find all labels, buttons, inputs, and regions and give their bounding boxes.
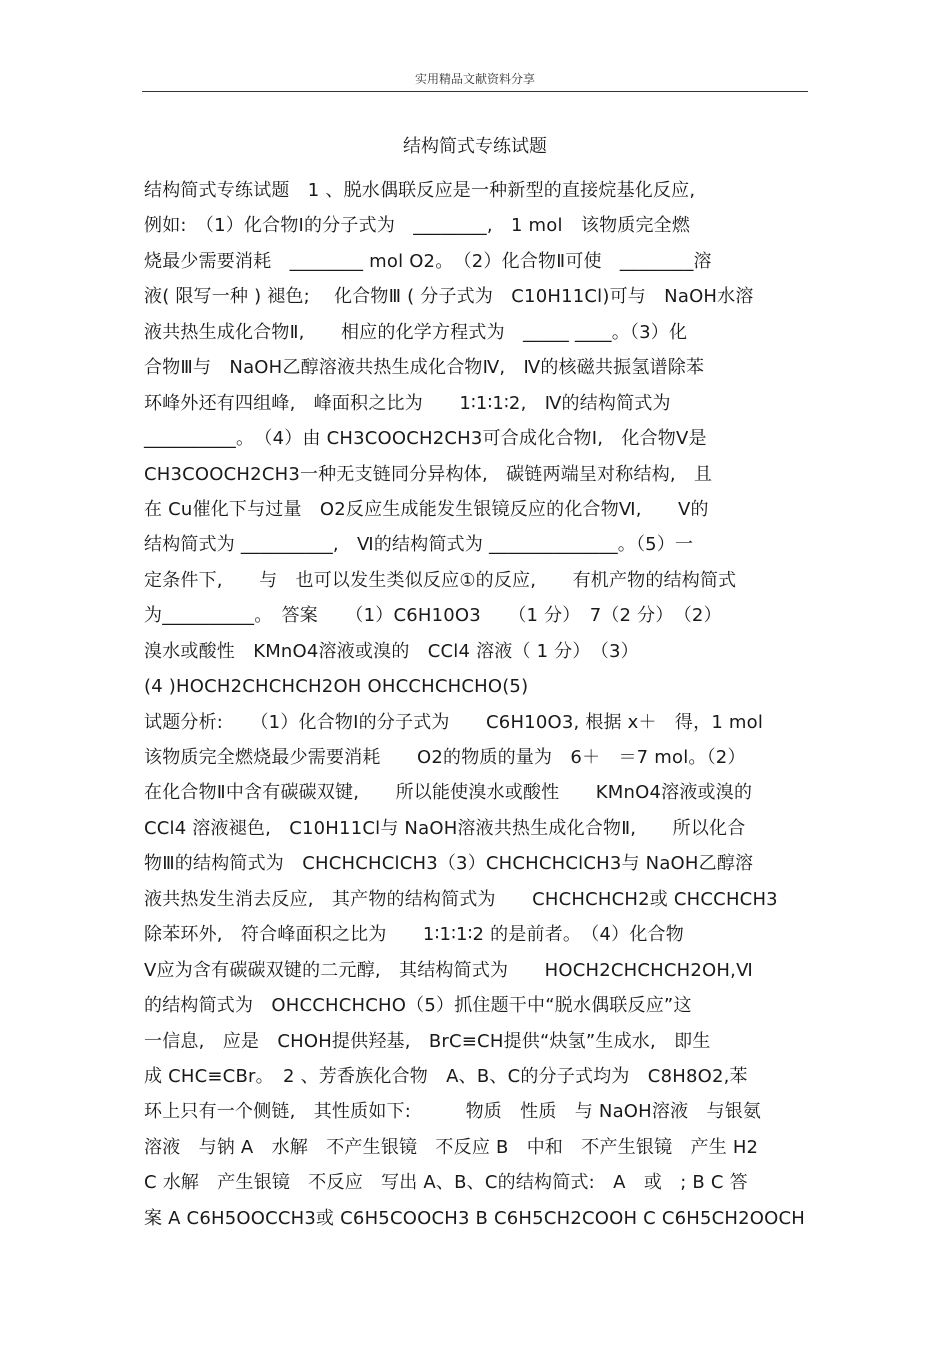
text-line: 在化合物Ⅱ中含有碳碳双键, 所以能使溴水或酸性 KMnO4溶液或溴的 — [144, 782, 753, 804]
text-line: __________。 （4）由 CH3COOCH2CH3可合成化合物Ⅰ, 化合物Ⅴ是 — [144, 428, 707, 450]
document-title: 结构简式专练试题 — [403, 136, 547, 157]
text-line: 液( 限写一种 ) 褪色; 化合物Ⅲ ( 分子式为 C10H11Cl)可与 NaOH水溶 — [144, 286, 754, 308]
header-divider — [142, 91, 808, 92]
text-line: 在 Cu催化下与过量 O2反应生成能发生银镜反应的化合物Ⅵ, Ⅴ的 — [144, 498, 709, 520]
text-line: 例如: （1）化合物Ⅰ的分子式为 ________, 1 mol 该物质完全燃 — [144, 215, 691, 237]
text-line: CH3COOCH2CH3一种无支链同分异构体, 碳链两端呈对称结构, 且 — [144, 463, 713, 485]
text-line: 除苯环外, 符合峰面积之比为 1∶1∶1∶2 的是前者。 （4）化合物 — [144, 924, 684, 946]
text-line: 试题分析: （1）化合物Ⅰ的分子式为 C6H10O3, 根据 x＋ 得，1 mol — [144, 711, 764, 733]
text-line: 该物质完全燃烧最少需要消耗 O2的物质的量为 6＋ ＝7 mol。（2） — [144, 747, 746, 768]
text-line: 的结构简式为 OHCCHCHCHO（5）抓住题干中“脱水偶联反应”这 — [144, 995, 692, 1017]
text-line: 定条件下, 与 也可以发生类似反应①的反应, 有机产物的结构简式 — [144, 569, 737, 591]
text-line: 为__________。 答案 （1）C6H10O3 （1 分） 7（2 分） （2） — [144, 605, 722, 627]
text-line: Ⅴ应为含有碳碳双键的二元醇, 其结构简式为 HOCH2CHCHCH2OH,Ⅵ — [144, 959, 753, 981]
text-line: 一信息, 应是 CHOH提供羟基, BrC≡CH提供“炔氢”生成水, 即生 — [144, 1030, 711, 1052]
text-line: 液共热生成化合物Ⅱ, 相应的化学方程式为 _____ ____。（3）化 — [144, 321, 688, 343]
text-line: 溶液 与钠 A 水解 不产生银镜 不反应 B 中和 不产生银镜 产生 H2 — [144, 1136, 759, 1158]
text-line: 环上只有一个侧链, 其性质如下: 物质 性质 与 NaOH溶液 与银氨 — [144, 1101, 762, 1123]
text-line: 环峰外还有四组峰, 峰面积之比为 1∶1∶1∶2, Ⅳ的结构简式为 — [144, 392, 671, 414]
text-line: 结构简式为 __________, Ⅵ的结构简式为 ______________。（5）一 — [144, 534, 694, 556]
text-line: 结构简式专练试题 1 、脱水偶联反应是一种新型的直接烷基化反应, — [144, 180, 696, 201]
text-line: C 水解 产生银镜 不反应 写出 A、B、C的结构简式: A 或 ; B C 答 — [144, 1172, 748, 1194]
text-line: 溴水或酸性 KMnO4溶液或溴的 CCl4 溶液（ 1 分） （3） — [144, 640, 639, 662]
page-header: 实用精品文献资料分享 — [414, 72, 535, 86]
text-line: CCl4 溶液褪色, C10H11Cl与 NaOH溶液共热生成化合物Ⅱ, 所以化合 — [144, 817, 746, 839]
text-line: 成 CHC≡CBr。 2 、芳香族化合物 A、B、C的分子式均为 C8H8O2,苯 — [144, 1065, 748, 1087]
text-line: 物Ⅲ的结构简式为 CHCHCHClCH3（3）CHCHCHClCH3与 NaOH乙醇溶 — [144, 853, 754, 875]
text-line: 合物Ⅲ与 NaOH乙醇溶液共热生成化合物Ⅳ, Ⅳ的核磁共振氢谱除苯 — [144, 357, 705, 379]
document-body — [144, 173, 824, 1236]
text-line: 液共热发生消去反应, 其产物的结构简式为 CHCHCHCH2或 CHCCHCH3 — [144, 888, 778, 910]
text-line: (4 )HOCH2CHCHCH2OH OHCCHCHCHO(5) — [144, 676, 529, 698]
text-line: 烧最少需要消耗 ________ mol O2。 （2）化合物Ⅱ可使 ________溶 — [144, 250, 712, 272]
text-line: 案 A C6H5OOCCH3或 C6H5COOCH3 B C6H5CH2COOH C C6H5CH2OOCH — [144, 1207, 806, 1229]
